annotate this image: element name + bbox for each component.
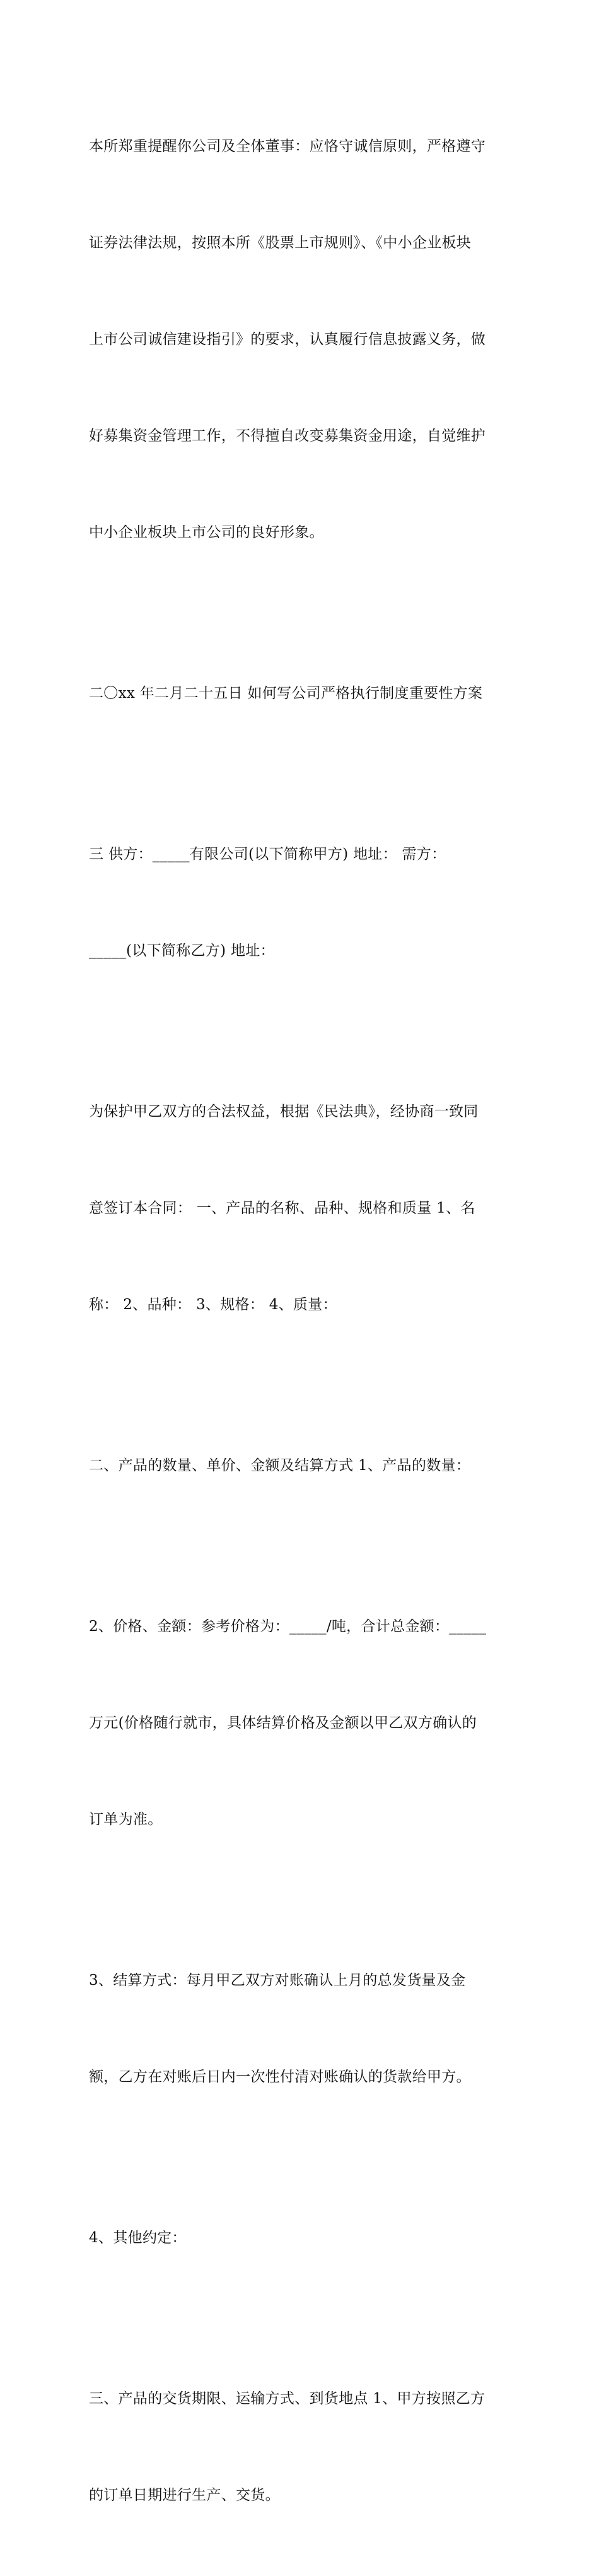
paragraph-date-title <box>89 613 518 774</box>
document-body <box>89 66 518 2576</box>
text-line: 3、结算方式：每月甲乙双方对账确认上月的总发货量及金 <box>89 1972 466 1989</box>
paragraph-settlement <box>89 1900 518 2158</box>
text-line: 为保护甲乙双方的合法权益，根据《民法典》，经协商一致同 <box>89 1103 479 1120</box>
text-line: 称： 2、品种： 3、规格： 4、质量： <box>89 1297 337 1313</box>
text-line: 二〇xx 年二月二十五日 如何写公司严格执行制度重要性方案 <box>89 685 483 702</box>
text-line: 订单为准。 <box>89 1811 163 1828</box>
paragraph-parties <box>89 774 518 1032</box>
text-line: 意签订本合同： 一、产品的名称、品种、规格和质量 1、名 <box>89 1200 475 1216</box>
text-line: 三、产品的交货期限、运输方式、到货地点 1、甲方按照乙方 <box>89 2391 486 2407</box>
text-line: 2、价格、金额：参考价格为：_____/吨，合计总金额：_____ <box>89 1618 487 1635</box>
text-line: 4、其他约定： <box>89 2230 187 2246</box>
text-line: 二、产品的数量、单价、金额及结算方式 1、产品的数量： <box>89 1457 471 1474</box>
paragraph-product-spec <box>89 1032 518 1385</box>
paragraph-quantity-heading <box>89 1385 518 1546</box>
text-line: 好募集资金管理工作，不得擅自改变募集资金用途，自觉维护 <box>89 428 486 444</box>
text-line: 本所郑重提醒你公司及全体董事：应恪守诚信原则，严格遵守 <box>89 138 486 155</box>
text-line: 上市公司诚信建设指引》的要求，认真履行信息披露义务，做 <box>89 331 486 348</box>
text-line: 三 供方：_____有限公司(以下简称甲方) 地址： 需方： <box>89 846 446 862</box>
text-line: 的订单日期进行生产、交货。 <box>89 2487 280 2503</box>
paragraph-exchange-reminder <box>89 66 518 613</box>
text-line: 中小企业板块上市公司的良好形象。 <box>89 524 324 541</box>
text-line: 万元(价格随行就市，具体结算价格及金额以甲乙双方确认的 <box>89 1715 477 1731</box>
text-line: 额，乙方在对账后日内一次性付清对账确认的货款给甲方。 <box>89 2069 471 2085</box>
paragraph-price-amount <box>89 1546 518 1900</box>
paragraph-delivery <box>89 2319 518 2576</box>
text-line: _____(以下简称乙方) 地址： <box>89 943 275 959</box>
text-line: 证券法律法规，按照本所《股票上市规则》、《中小企业板块 <box>89 235 472 251</box>
paragraph-other-terms <box>89 2158 518 2319</box>
